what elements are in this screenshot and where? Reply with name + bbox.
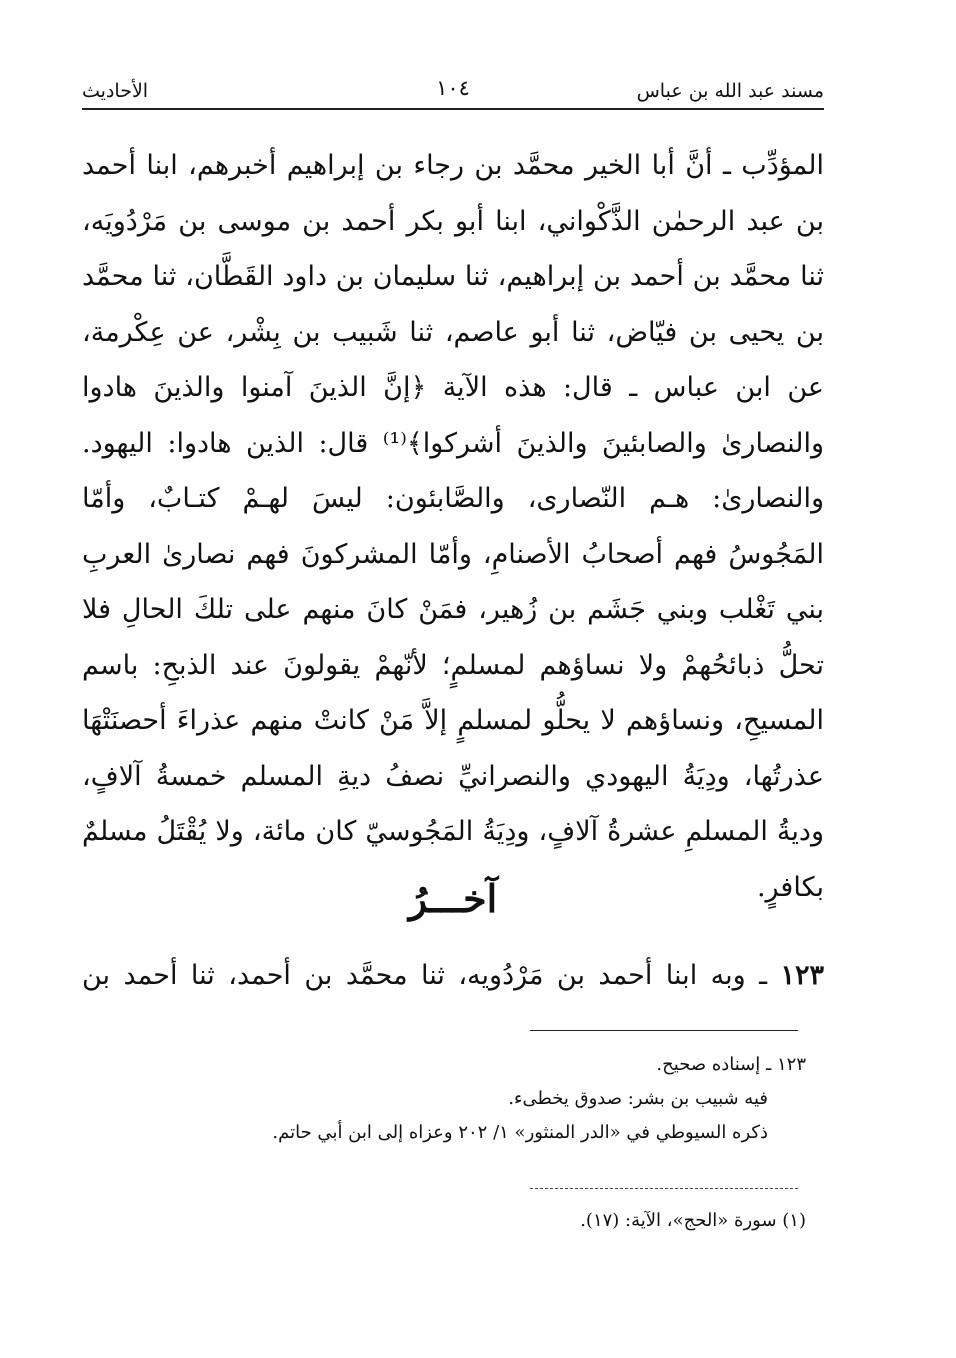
hadith-body xyxy=(82,138,824,915)
page-header xyxy=(82,74,824,110)
next-hadith xyxy=(82,948,824,1003)
takhrij-notes xyxy=(82,1048,806,1150)
book-title: مسند عبد الله بن عباس xyxy=(636,80,824,102)
takhrij-line: ١٢٣ ـ إسناده صحيح. xyxy=(656,1054,806,1075)
footnotes xyxy=(82,1204,806,1238)
section-heading: آخـــرُ xyxy=(408,876,498,921)
takhrij-line: ذكره السيوطي في «الدر المنثور» ١/ ٢٠٢ وعزاه إلى ابن أبي حاتم. xyxy=(272,1122,768,1143)
notes-divider xyxy=(530,1030,798,1031)
footnote-item: (١) سورة «الحج»، الآية: (١٧). xyxy=(580,1210,806,1231)
page-number: ١٠٤ xyxy=(436,76,470,100)
hadith-text: ـ وبه ابنا أحمد بن مَرْدُويه، ثنا محمَّد بن أحمد، ثنا أحمد بن xyxy=(82,960,768,991)
section-title: الأحاديث xyxy=(82,80,149,102)
hadith-paragraph: المؤدِّب ـ أنَّ أبا الخير محمَّد بن رجاء بن إبراهيم أخبرهم، ابنا أحمد بن عبد الرحمٰن الذَّكْواني، ابنا أبو بكر أحمد بن موسى بن مَرْدُويَه، ثنا محمَّد بن أحمد بن إبراهيم، ثنا سليمان بن داود القَطَّان، ثنا محمَّد بن يحيى بن فيّاض، ثنا أبو عاصم، ثنا شَبيب بن بِشْر، عن عِكْرمة، عن ابن عباس ـ قال: هذه الآية ﴿إنَّ الذينَ آمنوا والذينَ هادوا والنصارىٰ والصابئينَ والذينَ أشركوا﴾⁽¹⁾ قال: الذين هادوا: اليهود. والنصارىٰ: هـم النّصارى، والصَّابئون: ليسَ لهـمْ كتـابٌ، وأمّا المَجُوسُ فهم أصحابُ الأصنامِ، وأمّا المشركونَ فهم نصارىٰ العربِ بني تَغْلب وبني جَشَم بن زُهير، فمَنْ كانَ منهم على تلكَ الحالِ فلا تحلُّ ذبائحُهمْ ولا نساؤهم لمسلمٍ؛ لأنّهمْ يقولونَ عند الذبحِ: باسم المسيحِ، ونساؤهم لا يحلُّو لمسلمٍ إلاَّ مَنْ كانتْ منهم عذراءَ أحصنَتْهَا عذرتُها، ودِيَةُ اليهودي والنصرانيِّ نصفُ ديةِ المسلم خمسةُ آلافٍ، وديةُ المسلمِ عشرةُ آلافٍ، ودِيَةُ المَجُوسيّ كان مائة، ولا يُقْتَلُ مسلمٌ بكافرٍ. xyxy=(82,150,825,903)
footnote-divider xyxy=(530,1188,798,1189)
hadith-number: ١٢٣ xyxy=(780,960,824,991)
takhrij-line: فيه شبيب بن بشر: صدوق يخطىء. xyxy=(508,1088,768,1109)
